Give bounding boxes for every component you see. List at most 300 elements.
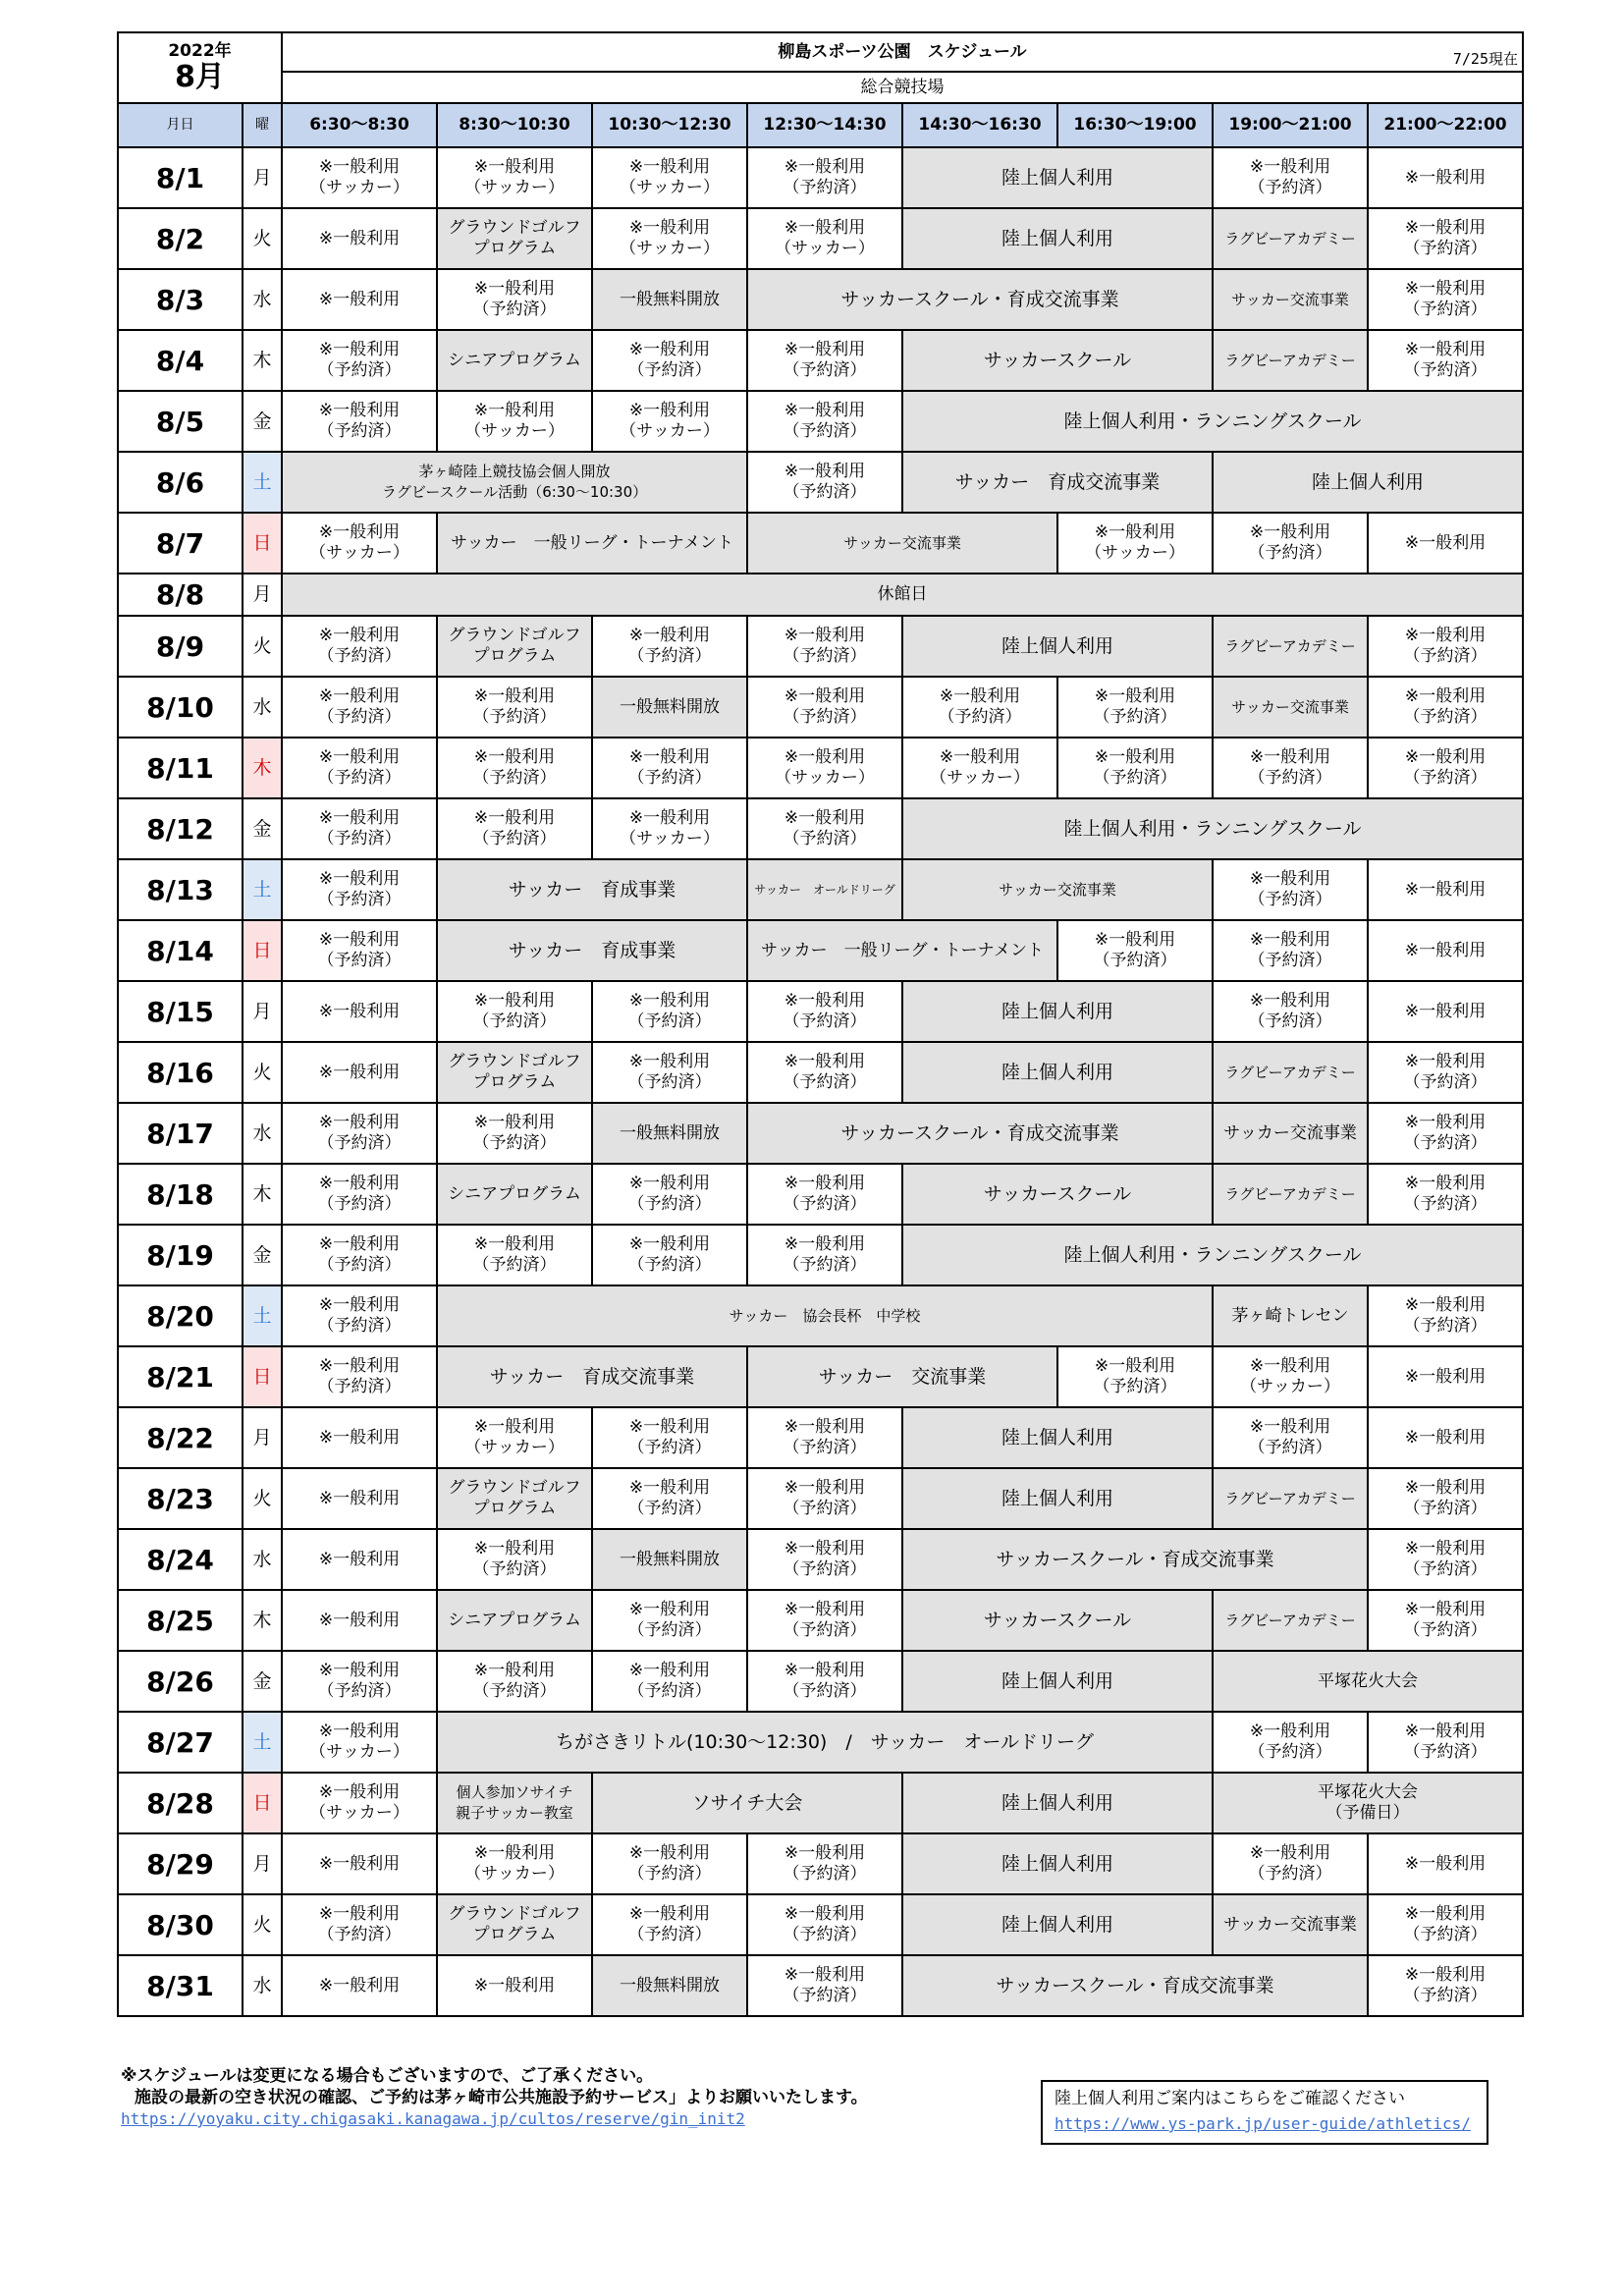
schedule-cell: ※一般利用 （予約済） (282, 1285, 437, 1346)
schedule-cell: ラグビーアカデミー (1213, 330, 1368, 391)
schedule-cell: ※一般利用 （予約済） (747, 1894, 902, 1955)
schedule-cell: ※一般利用 （予約済） (592, 1833, 747, 1894)
schedule-cell: 茅ヶ崎トレセン (1213, 1285, 1368, 1346)
schedule-cell: ※一般利用 (1368, 513, 1523, 574)
date-cell: 8/27 (118, 1712, 243, 1773)
schedule-cell: ※一般利用 （予約済） (1368, 1285, 1523, 1346)
schedule-cell: ※一般利用 （予約済） (592, 1468, 747, 1529)
schedule-cell: ※一般利用 （予約済） (282, 330, 437, 391)
schedule-cell: ※一般利用 (282, 1407, 437, 1468)
schedule-cell: ※一般利用 （予約済） (282, 1346, 437, 1407)
schedule-cell: ※一般利用 （予約済） (437, 269, 592, 330)
schedule-cell: ※一般利用 （サッカー） (902, 738, 1057, 798)
schedule-cell: サッカー 協会長杯 中学校 (437, 1285, 1213, 1346)
schedule-cell: 休館日 (282, 574, 1523, 616)
weekday-cell: 日 (243, 920, 282, 981)
schedule-cell: ※一般利用 （予約済） (437, 798, 592, 859)
schedule-cell: ※一般利用 （予約済） (1368, 1590, 1523, 1651)
schedule-cell: ※一般利用 （予約済） (1368, 738, 1523, 798)
slot-header-0: 6:30～8:30 (282, 103, 437, 147)
schedule-cell: ラグビーアカデミー (1213, 1164, 1368, 1225)
slot-header-5: 16:30～19:00 (1057, 103, 1213, 147)
weekday-cell: 木 (243, 1590, 282, 1651)
schedule-cell: ※一般利用 （予約済） (282, 1894, 437, 1955)
schedule-cell: ※一般利用 （予約済） (592, 330, 747, 391)
schedule-cell: ※一般利用 （予約済） (1057, 677, 1213, 738)
schedule-cell: ※一般利用 （予約済） (282, 1651, 437, 1712)
schedule-cell: ※一般利用 （サッカー） (592, 147, 747, 208)
schedule-cell: ラグビーアカデミー (1213, 1590, 1368, 1651)
schedule-cell: ※一般利用 （予約済） (592, 1407, 747, 1468)
schedule-cell: サッカー交流事業 (747, 513, 1057, 574)
weekday-cell: 水 (243, 1529, 282, 1590)
schedule-cell: ※一般利用 （予約済） (1368, 616, 1523, 677)
table-row (118, 269, 1523, 330)
schedule-cell: シニアプログラム (437, 1590, 592, 1651)
schedule-cell: 陸上個人利用 (902, 1407, 1213, 1468)
schedule-cell: ※一般利用 （サッカー） (282, 513, 437, 574)
change-notice: ※スケジュールは変更になる場合もございますので、ご了承ください。 (121, 2066, 654, 2086)
reservation-notice: 施設の最新の空き状況の確認、ご予約は茅ヶ崎市公共施設予約サービス」よりお願いいたします。 (135, 2088, 868, 2107)
schedule-cell: ※一般利用 （予約済） (437, 1529, 592, 1590)
weekday-cell: 金 (243, 1651, 282, 1712)
date-cell: 8/18 (118, 1164, 243, 1225)
schedule-cell: ※一般利用 （予約済） (747, 391, 902, 452)
schedule-cell: ※一般利用 （予約済） (592, 981, 747, 1042)
schedule-cell: ※一般利用 （サッカー） (1057, 513, 1213, 574)
schedule-cell: ※一般利用 （予約済） (747, 1590, 902, 1651)
schedule-cell: ※一般利用 （予約済） (747, 452, 902, 513)
weekday-cell: 金 (243, 391, 282, 452)
schedule-cell: ※一般利用 （予約済） (592, 1225, 747, 1285)
schedule-cell: ※一般利用 （予約済） (747, 1468, 902, 1529)
weekday-cell: 水 (243, 1103, 282, 1164)
schedule-cell: ※一般利用 （予約済） (1368, 330, 1523, 391)
schedule-cell: ※一般利用 (282, 1042, 437, 1103)
schedule-cell: ※一般利用 （予約済） (747, 677, 902, 738)
date-cell: 8/6 (118, 452, 243, 513)
schedule-cell: 陸上個人利用 (902, 616, 1213, 677)
schedule-cell: ※一般利用 （予約済） (747, 798, 902, 859)
table-row (118, 208, 1523, 269)
weekday-cell: 火 (243, 208, 282, 269)
schedule-cell: 陸上個人利用 (902, 208, 1213, 269)
table-row (118, 1712, 1523, 1773)
date-cell: 8/4 (118, 330, 243, 391)
table-row (118, 1529, 1523, 1590)
weekday-cell: 月 (243, 574, 282, 616)
schedule-cell: 陸上個人利用 (902, 1773, 1213, 1833)
table-row (118, 1103, 1523, 1164)
weekday-cell: 月 (243, 1833, 282, 1894)
slot-header-7: 21:00～22:00 (1368, 103, 1523, 147)
dow-column-header: 曜 (243, 103, 282, 147)
schedule-cell: サッカー交流事業 (902, 859, 1213, 920)
schedule-cell: ラグビーアカデミー (1213, 1468, 1368, 1529)
table-row (118, 391, 1523, 452)
schedule-cell: ※一般利用 （サッカー） (282, 1712, 437, 1773)
schedule-cell: ※一般利用 （予約済） (747, 1651, 902, 1712)
schedule-cell: ※一般利用 （予約済） (1057, 1346, 1213, 1407)
schedule-cell: 一般無料開放 (592, 1955, 747, 2016)
schedule-cell: 陸上個人利用 (902, 1042, 1213, 1103)
table-row (118, 920, 1523, 981)
schedule-cell: ※一般利用 （予約済） (1368, 1894, 1523, 1955)
schedule-cell: 陸上個人利用 (902, 1468, 1213, 1529)
schedule-cell: ※一般利用 （予約済） (1368, 1164, 1523, 1225)
schedule-cell: ※一般利用 （予約済） (1368, 1468, 1523, 1529)
weekday-cell: 火 (243, 1042, 282, 1103)
table-row (118, 1651, 1523, 1712)
schedule-cell: 陸上個人利用 (902, 1894, 1213, 1955)
table-row (118, 1042, 1523, 1103)
date-cell: 8/23 (118, 1468, 243, 1529)
table-row (118, 513, 1523, 574)
schedule-cell: ※一般利用 （予約済） (1213, 981, 1368, 1042)
schedule-cell: サッカースクール (902, 1164, 1213, 1225)
slot-header-2: 10:30～12:30 (592, 103, 747, 147)
schedule-cell: ※一般利用 (1368, 147, 1523, 208)
weekday-cell: 水 (243, 269, 282, 330)
date-cell: 8/22 (118, 1407, 243, 1468)
table-row (118, 798, 1523, 859)
date-cell: 8/2 (118, 208, 243, 269)
schedule-cell: ※一般利用 （予約済） (1057, 920, 1213, 981)
date-cell: 8/24 (118, 1529, 243, 1590)
year-label: 2022年 (168, 41, 232, 61)
table-row (118, 1833, 1523, 1894)
schedule-cell: 陸上個人利用・ランニングスクール (902, 391, 1523, 452)
month-label: 8月 (175, 60, 225, 94)
weekday-cell: 木 (243, 738, 282, 798)
weekday-cell: 水 (243, 1955, 282, 2016)
schedule-cell: ※一般利用 (282, 981, 437, 1042)
schedule-cell: 陸上個人利用 (902, 1833, 1213, 1894)
schedule-cell: 個人参加ソサイチ 親子サッカー教室 (437, 1773, 592, 1833)
table-row (118, 1164, 1523, 1225)
schedule-cell: グラウンドゴルフ プログラム (437, 616, 592, 677)
schedule-cell: ※一般利用 （予約済） (1213, 147, 1368, 208)
table-row (118, 981, 1523, 1042)
schedule-cell: ※一般利用 （予約済） (747, 330, 902, 391)
schedule-cell: サッカー 一般リーグ・トーナメント (437, 513, 747, 574)
schedule-cell: ※一般利用 （サッカー） (437, 391, 592, 452)
schedule-cell: ※一般利用 (1368, 1407, 1523, 1468)
table-row (118, 147, 1523, 208)
schedule-cell: ※一般利用 （予約済） (747, 1955, 902, 2016)
schedule-cell: 一般無料開放 (592, 269, 747, 330)
schedule-cell: サッカー 育成事業 (437, 859, 747, 920)
schedule-cell: 陸上個人利用 (902, 147, 1213, 208)
weekday-cell: 土 (243, 859, 282, 920)
date-cell: 8/21 (118, 1346, 243, 1407)
athletics-info-text: 陸上個人利用ご案内はこちらをご確認ください (1055, 2089, 1405, 2108)
weekday-cell: 金 (243, 1225, 282, 1285)
page-title-cell (282, 32, 1523, 72)
date-cell: 8/31 (118, 1955, 243, 2016)
schedule-cell: グラウンドゴルフ プログラム (437, 1468, 592, 1529)
athletics-info-link[interactable]: https://www.ys-park.jp/user-guide/athletics/ (1055, 2114, 1471, 2133)
schedule-cell: ※一般利用 (1368, 1833, 1523, 1894)
schedule-cell: ※一般利用 （サッカー） (747, 738, 902, 798)
schedule-cell: ※一般利用 （予約済） (747, 147, 902, 208)
schedule-cell: ※一般利用 （予約済） (747, 1164, 902, 1225)
schedule-cell: ※一般利用 （サッカー） (437, 147, 592, 208)
weekday-cell: 日 (243, 1773, 282, 1833)
date-cell: 8/12 (118, 798, 243, 859)
schedule-cell: 一般無料開放 (592, 677, 747, 738)
schedule-cell: ※一般利用 （予約済） (437, 1103, 592, 1164)
schedule-cell: ※一般利用 （予約済） (282, 391, 437, 452)
weekday-cell: 土 (243, 1712, 282, 1773)
schedule-cell: 平塚花火大会 (1213, 1651, 1523, 1712)
schedule-cell: ※一般利用 （予約済） (1213, 513, 1368, 574)
schedule-cell: ※一般利用 (282, 1468, 437, 1529)
page-title: 柳島スポーツ公園 スケジュール (778, 41, 1027, 62)
schedule-cell: 陸上個人利用 (902, 981, 1213, 1042)
schedule-cell: ※一般利用 (1368, 920, 1523, 981)
schedule-cell: ※一般利用 （予約済） (592, 1164, 747, 1225)
weekday-cell: 土 (243, 452, 282, 513)
schedule-cell: ソサイチ大会 (592, 1773, 902, 1833)
table-row (118, 1894, 1523, 1955)
schedule-cell: ※一般利用 （予約済） (437, 738, 592, 798)
schedule-cell: ※一般利用 （予約済） (282, 677, 437, 738)
schedule-cell: サッカー交流事業 (1213, 1103, 1368, 1164)
schedule-cell: シニアプログラム (437, 330, 592, 391)
schedule-cell: ※一般利用 (282, 1529, 437, 1590)
weekday-cell: 水 (243, 677, 282, 738)
schedule-cell: 茅ヶ崎陸上競技協会個人開放 ラグビースクール活動（6:30～10:30） (282, 452, 747, 513)
schedule-cell: ※一般利用 （サッカー） (1213, 1346, 1368, 1407)
table-row (118, 1225, 1523, 1285)
table-row (118, 1407, 1523, 1468)
schedule-cell: ※一般利用 （予約済） (747, 1833, 902, 1894)
schedule-cell: ※一般利用 （サッカー） (592, 208, 747, 269)
weekday-cell: 木 (243, 330, 282, 391)
schedule-cell: サッカースクール・育成交流事業 (747, 269, 1213, 330)
schedule-cell: ちがさきリトル(10:30～12:30) / サッカー オールドリーグ (437, 1712, 1213, 1773)
schedule-cell: ※一般利用 (437, 1955, 592, 2016)
date-cell: 8/1 (118, 147, 243, 208)
date-cell: 8/15 (118, 981, 243, 1042)
schedule-cell: サッカー 一般リーグ・トーナメント (747, 920, 1057, 981)
table-row (118, 1285, 1523, 1346)
table-row (118, 1590, 1523, 1651)
schedule-cell: ※一般利用 （予約済） (282, 1225, 437, 1285)
schedule-cell: ※一般利用 （予約済） (747, 616, 902, 677)
date-cell: 8/30 (118, 1894, 243, 1955)
schedule-cell: サッカー交流事業 (1213, 269, 1368, 330)
table-row (118, 1773, 1523, 1833)
schedule-cell: サッカー 育成交流事業 (437, 1346, 747, 1407)
date-cell: 8/26 (118, 1651, 243, 1712)
schedule-cell: ※一般利用 （サッカー） (592, 391, 747, 452)
date-cell: 8/29 (118, 1833, 243, 1894)
schedule-cell: ※一般利用 （サッカー） (437, 1833, 592, 1894)
slot-header-1: 8:30～10:30 (437, 103, 592, 147)
weekday-cell: 木 (243, 1164, 282, 1225)
date-cell: 8/8 (118, 574, 243, 616)
schedule-cell: ※一般利用 （予約済） (1213, 920, 1368, 981)
athletics-info-box (1041, 2080, 1488, 2145)
schedule-cell: ※一般利用 （予約済） (282, 738, 437, 798)
table-row (118, 330, 1523, 391)
schedule-cell: 陸上個人利用 (902, 1651, 1213, 1712)
schedule-cell: 平塚花火大会 （予備日） (1213, 1773, 1523, 1833)
schedule-cell: 陸上個人利用・ランニングスクール (902, 1225, 1523, 1285)
date-cell: 8/3 (118, 269, 243, 330)
reservation-link[interactable]: https://yoyaku.city.chigasaki.kanagawa.jp/cultos/reserve/gin_init2 (121, 2109, 745, 2128)
schedule-cell: ※一般利用 （予約済） (592, 616, 747, 677)
schedule-cell: ラグビーアカデミー (1213, 616, 1368, 677)
schedule-cell: ※一般利用 （予約済） (282, 1164, 437, 1225)
date-cell: 8/13 (118, 859, 243, 920)
table-row (118, 1346, 1523, 1407)
table-row (118, 738, 1523, 798)
table-row (118, 452, 1523, 513)
schedule-cell: ラグビーアカデミー (1213, 208, 1368, 269)
schedule-cell: サッカー交流事業 (1213, 1894, 1368, 1955)
schedule-cell: ※一般利用 （サッカー） (747, 208, 902, 269)
schedule-cell: ※一般利用 （予約済） (1368, 1042, 1523, 1103)
schedule-cell: グラウンドゴルフ プログラム (437, 1894, 592, 1955)
schedule-cell: ※一般利用 (1368, 859, 1523, 920)
date-cell: 8/10 (118, 677, 243, 738)
schedule-table (117, 31, 1524, 2017)
schedule-cell: ※一般利用 (282, 1590, 437, 1651)
schedule-cell: ※一般利用 （予約済） (747, 981, 902, 1042)
table-row (118, 616, 1523, 677)
schedule-cell: ※一般利用 （予約済） (282, 859, 437, 920)
schedule-cell: ※一般利用 （予約済） (592, 738, 747, 798)
schedule-cell: ※一般利用 （予約済） (1368, 677, 1523, 738)
schedule-cell: ※一般利用 （予約済） (282, 616, 437, 677)
schedule-cell: ※一般利用 （予約済） (1368, 1529, 1523, 1590)
schedule-cell: サッカースクール・育成交流事業 (747, 1103, 1213, 1164)
schedule-cell: ※一般利用 （予約済） (1368, 1103, 1523, 1164)
schedule-cell: ※一般利用 （予約済） (437, 1225, 592, 1285)
schedule-cell: ※一般利用 (282, 269, 437, 330)
schedule-cell: ※一般利用 （予約済） (592, 1651, 747, 1712)
slot-header-6: 19:00～21:00 (1213, 103, 1368, 147)
schedule-cell: ※一般利用 (282, 1955, 437, 2016)
schedule-cell: 一般無料開放 (592, 1103, 747, 1164)
schedule-cell: シニアプログラム (437, 1164, 592, 1225)
schedule-cell: ※一般利用 （サッカー） (592, 798, 747, 859)
schedule-cell: サッカー 育成交流事業 (902, 452, 1213, 513)
date-cell: 8/20 (118, 1285, 243, 1346)
schedule-cell: ※一般利用 （予約済） (1213, 859, 1368, 920)
weekday-cell: 金 (243, 798, 282, 859)
venue-name: 総合競技場 (282, 72, 1523, 103)
schedule-cell: ※一般利用 （予約済） (747, 1042, 902, 1103)
schedule-cell: ※一般利用 （予約済） (592, 1042, 747, 1103)
schedule-cell: ※一般利用 （予約済） (437, 1651, 592, 1712)
schedule-cell: ※一般利用 （予約済） (282, 798, 437, 859)
date-cell: 8/7 (118, 513, 243, 574)
schedule-cell: ※一般利用 （予約済） (902, 677, 1057, 738)
table-row (118, 574, 1523, 616)
weekday-cell: 火 (243, 1468, 282, 1529)
schedule-cell: ※一般利用 （予約済） (1368, 1712, 1523, 1773)
weekday-cell: 日 (243, 513, 282, 574)
table-row (118, 1468, 1523, 1529)
schedule-cell: ※一般利用 （予約済） (1213, 738, 1368, 798)
slot-header-3: 12:30～14:30 (747, 103, 902, 147)
schedule-cell: ※一般利用 （予約済） (1213, 1833, 1368, 1894)
schedule-cell: ※一般利用 （予約済） (1213, 1712, 1368, 1773)
schedule-cell: サッカースクール・育成交流事業 (902, 1955, 1368, 2016)
weekday-cell: 月 (243, 147, 282, 208)
schedule-cell: ※一般利用 (282, 1833, 437, 1894)
schedule-cell: ※一般利用 （予約済） (437, 981, 592, 1042)
column-header-row (118, 103, 1523, 147)
schedule-cell: ※一般利用 （予約済） (747, 1529, 902, 1590)
schedule-cell: ※一般利用 （予約済） (282, 1103, 437, 1164)
date-cell: 8/14 (118, 920, 243, 981)
date-cell: 8/5 (118, 391, 243, 452)
date-cell: 8/16 (118, 1042, 243, 1103)
schedule-cell: ※一般利用 （予約済） (592, 1590, 747, 1651)
weekday-cell: 土 (243, 1285, 282, 1346)
year-month-cell (118, 32, 282, 103)
schedule-cell: ※一般利用 （予約済） (1368, 208, 1523, 269)
schedule-cell: ラグビーアカデミー (1213, 1042, 1368, 1103)
date-cell: 8/25 (118, 1590, 243, 1651)
weekday-cell: 火 (243, 1894, 282, 1955)
weekday-cell: 月 (243, 981, 282, 1042)
schedule-cell: ※一般利用 （予約済） (1368, 1955, 1523, 2016)
date-cell: 8/11 (118, 738, 243, 798)
table-row (118, 677, 1523, 738)
date-column-header: 月日 (118, 103, 243, 147)
schedule-cell: ※一般利用 （サッカー） (282, 1773, 437, 1833)
schedule-cell: ※一般利用 （予約済） (1057, 738, 1213, 798)
date-cell: 8/19 (118, 1225, 243, 1285)
schedule-cell: グラウンドゴルフ プログラム (437, 208, 592, 269)
schedule-cell: サッカースクール (902, 330, 1213, 391)
schedule-cell: ※一般利用 （予約済） (1213, 1407, 1368, 1468)
schedule-cell: ※一般利用 （予約済） (1368, 269, 1523, 330)
schedule-cell: サッカー オールドリーグ (747, 859, 902, 920)
date-cell: 8/9 (118, 616, 243, 677)
schedule-cell: ※一般利用 （予約済） (437, 677, 592, 738)
schedule-cell: ※一般利用 （予約済） (592, 1894, 747, 1955)
date-cell: 8/17 (118, 1103, 243, 1164)
weekday-cell: 日 (243, 1346, 282, 1407)
schedule-cell: サッカースクール・育成交流事業 (902, 1529, 1368, 1590)
schedule-cell: ※一般利用 （サッカー） (437, 1407, 592, 1468)
schedule-cell: ※一般利用 （予約済） (747, 1225, 902, 1285)
weekday-cell: 火 (243, 616, 282, 677)
date-cell: 8/28 (118, 1773, 243, 1833)
schedule-cell: ※一般利用 （予約済） (282, 920, 437, 981)
schedule-cell: ※一般利用 （予約済） (747, 1407, 902, 1468)
footer-notes (121, 2065, 1004, 2130)
table-row (118, 859, 1523, 920)
schedule-cell: 陸上個人利用 (1213, 452, 1523, 513)
schedule-cell: サッカー 交流事業 (747, 1346, 1057, 1407)
schedule-cell: 陸上個人利用・ランニングスクール (902, 798, 1523, 859)
slot-header-4: 14:30～16:30 (902, 103, 1057, 147)
schedule-cell: ※一般利用 (1368, 1346, 1523, 1407)
table-row (118, 1955, 1523, 2016)
schedule-cell: 一般無料開放 (592, 1529, 747, 1590)
schedule-cell: グラウンドゴルフ プログラム (437, 1042, 592, 1103)
schedule-cell: サッカー 育成事業 (437, 920, 747, 981)
as-of-date: 7/25現在 (1452, 50, 1518, 68)
